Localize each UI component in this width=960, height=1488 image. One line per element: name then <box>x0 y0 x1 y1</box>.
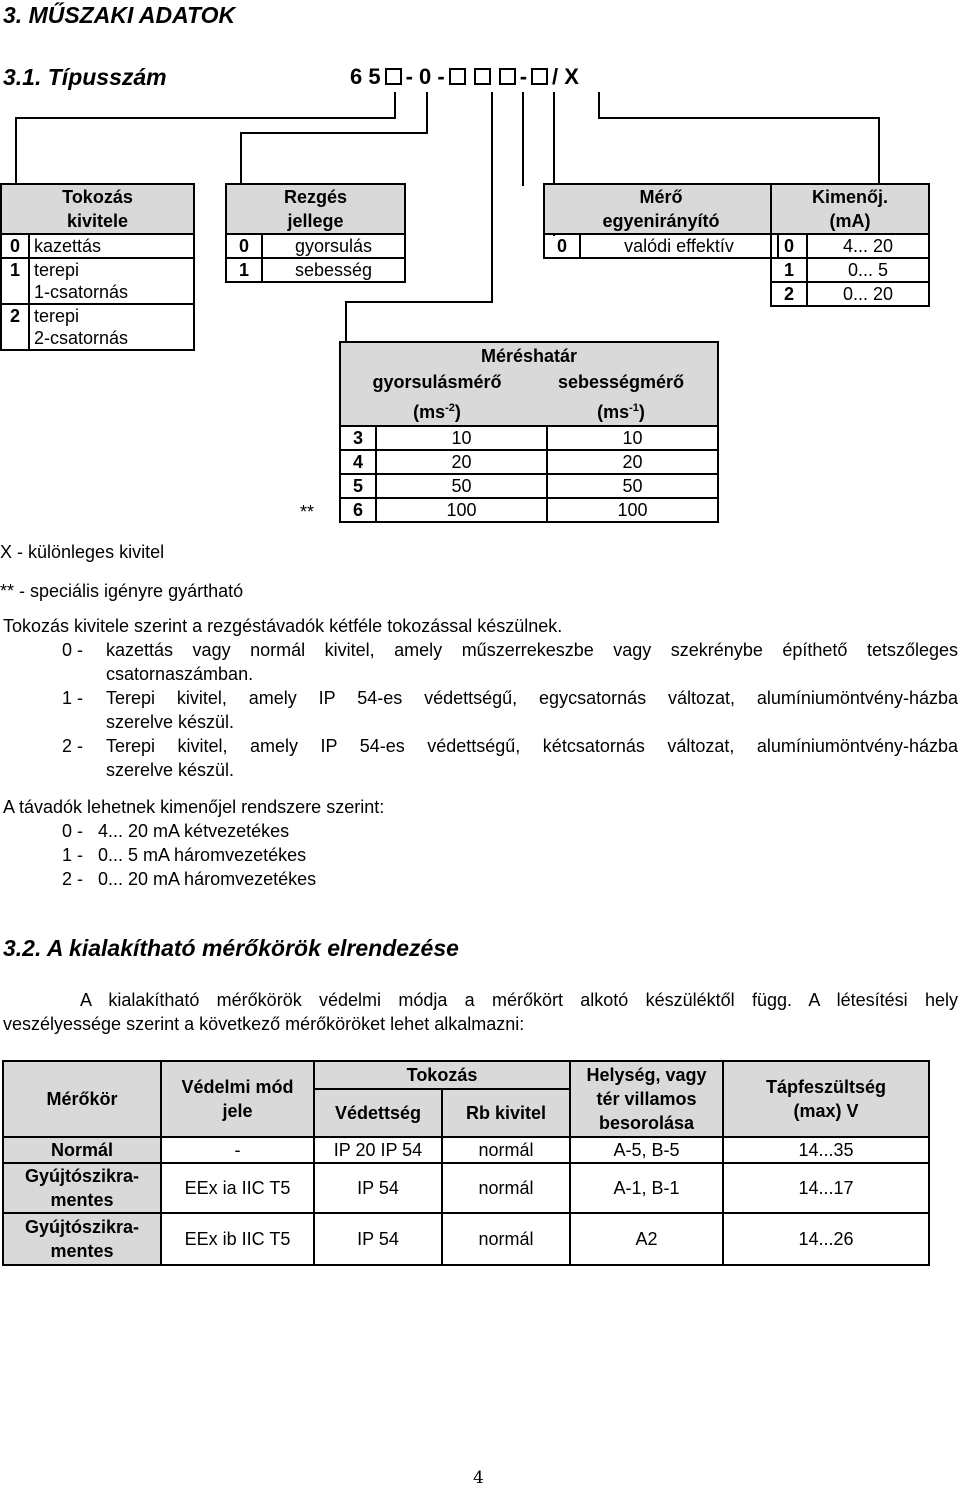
rezges-header-1: Rezgés <box>283 187 348 207</box>
row-vedelmi: EEx ia IIC T5 <box>161 1163 314 1213</box>
mereshatar-col1-unit: $(ms^{-2})$ <box>413 402 461 422</box>
kimenoj-code: 1 <box>771 258 807 282</box>
item-text: Terepi kivitel, amely IP 54-es védettségű, kétcsatornás változat, alumíniumöntvény-házba <box>106 736 958 756</box>
rezges-table <box>225 183 406 283</box>
col-merokor: Mérőkör <box>3 1061 161 1137</box>
item-code: 1 - <box>62 688 84 708</box>
placeholder-box-icon <box>499 68 516 85</box>
tokozas-header-2: kivitele <box>66 211 129 231</box>
mereshatar-accel: 20 <box>376 450 547 474</box>
page-number: 4 <box>473 1468 484 1488</box>
section-heading: 3. MŰSZAKI ADATOK <box>3 2 236 28</box>
row-hely: A2 <box>570 1213 723 1265</box>
item-text: csatornaszámban. <box>106 664 254 684</box>
row-rb: normál <box>442 1213 570 1265</box>
item-code: 0 - <box>62 640 84 660</box>
item-text: Terepi kivitel, amely IP 54-es védettségű, egycsatornás változat, alumíniumöntvény-házba <box>106 688 958 708</box>
row-vedelmi: - <box>161 1137 314 1163</box>
output-item: 0 - 4... 20 mA kétvezetékes <box>62 821 290 841</box>
tokozas-code: 1 <box>1 258 29 304</box>
mereshatar-velocity: 100 <box>547 498 718 522</box>
rezges-label: sebesség <box>262 258 405 282</box>
placeholder-box-icon <box>385 68 402 85</box>
mereshatar-code: 4 <box>340 450 376 474</box>
row-tap: 14...17 <box>723 1163 929 1213</box>
type-code-suffix: / X <box>552 64 579 89</box>
placeholder-box-icon <box>449 68 466 85</box>
mereshatar-accel: 10 <box>376 426 547 450</box>
mero-header-1: Mérő <box>639 187 683 207</box>
type-code-sep1: - 0 - <box>405 64 445 89</box>
row-rb: normál <box>442 1163 570 1213</box>
mereshatar-col2-unit: $(ms^{-1})$ <box>597 402 645 422</box>
para-line-2: veszélyessége szerint a következő mérőköröket lehet alkalmazni: <box>3 1014 525 1034</box>
rezges-code: 0 <box>226 234 262 258</box>
tokozas-label: kazettás <box>29 234 194 258</box>
item-text: szerelve készül. <box>106 760 235 780</box>
tokozas-code: 2 <box>1 304 29 350</box>
item-text: kazettás vagy normál kivitel, amely műszerrekeszbe vagy szekrénybe építhető tetszőleges <box>106 640 958 660</box>
row-vedettseg: IP 54 <box>314 1213 442 1265</box>
kimenoj-table <box>770 183 930 307</box>
rezges-label: gyorsulás <box>262 234 405 258</box>
col-hely-1: Helység, vagy <box>586 1065 707 1085</box>
tokozas-header-1: Tokozás <box>62 187 133 207</box>
row-tap: 14...35 <box>723 1137 929 1163</box>
output-item: 2 - 0... 20 mA háromvezetékes <box>62 869 317 889</box>
row-merokor: Normál <box>50 1140 113 1160</box>
tokozas-label: terepi <box>29 258 194 281</box>
mero-label: valódi effektív <box>580 234 778 258</box>
row-tap: 14...26 <box>723 1213 929 1265</box>
tokozas-label: 2-csatornás <box>29 327 194 350</box>
mereshatar-table <box>339 341 719 523</box>
special-marker: ** <box>300 502 315 522</box>
type-code <box>350 64 579 90</box>
mereshatar-velocity: 10 <box>547 426 718 450</box>
tokozas-label: 1-csatornás <box>29 281 194 304</box>
mereshatar-code: 5 <box>340 474 376 498</box>
para-line-1: A kialakítható mérőkörök védelmi módja a mérőkört alkotó készüléktől függ. A létesítési hely <box>80 990 958 1010</box>
mereshatar-accel: 50 <box>376 474 547 498</box>
row-hely: A-1, B-1 <box>570 1163 723 1213</box>
row-merokor-2: mentes <box>50 1241 114 1261</box>
row-hely: A-5, B-5 <box>570 1137 723 1163</box>
col-hely-3: besorolása <box>598 1113 695 1133</box>
col-tap-2: (max) V <box>793 1101 859 1121</box>
merokor-table <box>2 1060 930 1266</box>
kimenoj-label: 0... 5 <box>807 258 929 282</box>
col-vedelmi-1: Védelmi mód <box>181 1077 294 1097</box>
kimenoj-header-2: (mA) <box>829 211 871 231</box>
col-vedettseg: Védettség <box>314 1089 442 1137</box>
row-vedettseg: IP 20 IP 54 <box>314 1137 442 1163</box>
row-merokor: Gyújtószikra- <box>24 1217 140 1237</box>
col-hely-2: tér villamos <box>596 1089 697 1109</box>
row-vedelmi: EEx ib IIC T5 <box>161 1213 314 1265</box>
mero-table <box>543 183 779 259</box>
kimenoj-header-1: Kimenőj. <box>811 187 888 207</box>
mereshatar-velocity: 20 <box>547 450 718 474</box>
col-rb: Rb kivitel <box>442 1089 570 1137</box>
kimenoj-label: 4... 20 <box>807 234 929 258</box>
mero-header-2: egyenirányító <box>602 211 720 231</box>
row-vedettseg: IP 54 <box>314 1163 442 1213</box>
output-item: 1 - 0... 5 mA háromvezetékes <box>62 845 307 865</box>
note-x: X - különleges kivitel <box>0 542 165 562</box>
mereshatar-title: Méréshatár <box>480 346 578 366</box>
note-special: ** - speciális igényre gyártható <box>0 581 244 601</box>
rezges-header-2: jellege <box>287 211 344 231</box>
tokozas-code: 0 <box>1 234 29 258</box>
col-tokozas: Tokozás <box>314 1061 570 1089</box>
row-merokor: Gyújtószikra- <box>24 1166 140 1186</box>
output-intro: A távadók lehetnek kimenőjel rendszere szerint: <box>3 797 385 817</box>
mereshatar-col1-label: gyorsulásmérő <box>372 372 502 392</box>
kimenoj-code: 0 <box>771 234 807 258</box>
tokozas-label: terepi <box>29 304 194 327</box>
subsection-heading-3-2: 3.2. A kialakítható mérőkörök elrendezése <box>3 935 459 961</box>
kimenoj-code: 2 <box>771 282 807 306</box>
rezges-code: 1 <box>226 258 262 282</box>
mereshatar-code: 3 <box>340 426 376 450</box>
row-merokor-2: mentes <box>50 1190 114 1210</box>
kimenoj-label: 0... 20 <box>807 282 929 306</box>
col-tap-1: Tápfeszültség <box>765 1077 887 1097</box>
mereshatar-accel: 100 <box>376 498 547 522</box>
item-text: szerelve készül. <box>106 712 235 732</box>
placeholder-box-icon <box>531 68 548 85</box>
tokozas-intro: Tokozás kivitele szerint a rezgéstávadók kétféle tokozással készülnek. <box>3 616 563 636</box>
mereshatar-code: 6 <box>340 498 376 522</box>
item-code: 2 - <box>62 736 84 756</box>
mereshatar-col2-label: sebességmérő <box>557 372 685 392</box>
placeholder-box-icon <box>474 68 491 85</box>
mero-code: 0 <box>544 234 580 258</box>
type-code-sep2: - <box>519 64 528 89</box>
tokozas-table <box>0 183 195 351</box>
type-code-prefix: 6 5 <box>350 64 381 89</box>
subsection-heading-3-1: 3.1. Típusszám <box>3 64 167 90</box>
row-rb: normál <box>442 1137 570 1163</box>
col-vedelmi-2: jele <box>222 1101 253 1121</box>
mereshatar-velocity: 50 <box>547 474 718 498</box>
